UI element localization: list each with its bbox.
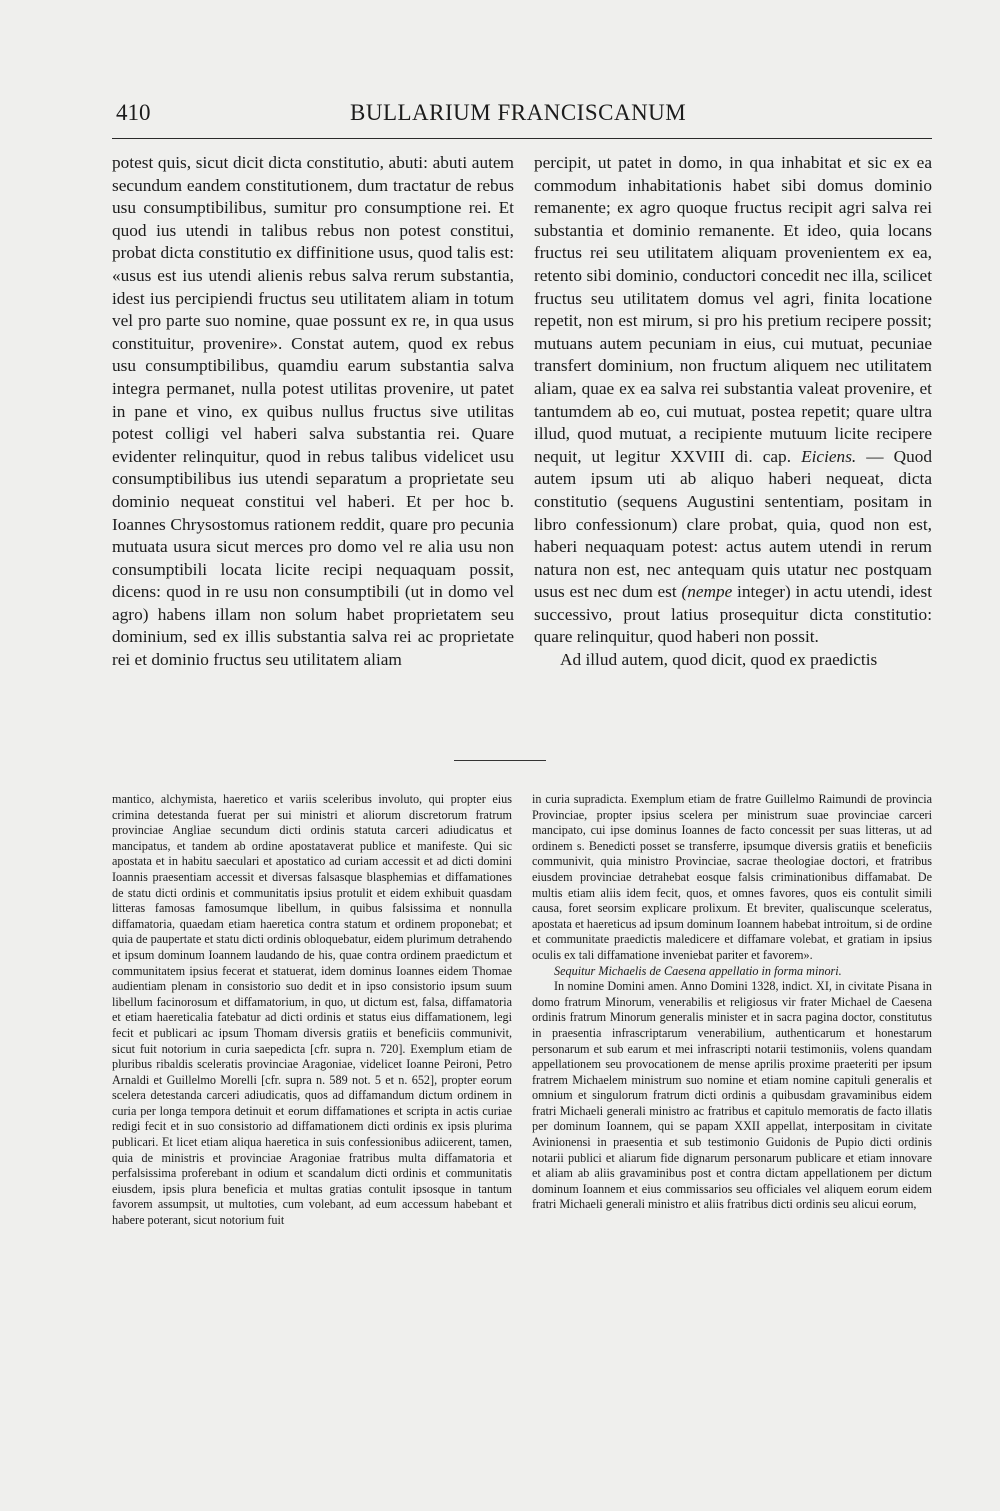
page-number: 410 <box>116 100 151 125</box>
notes-left-column <box>112 792 512 1229</box>
main-right-text-b: — Quod autem ipsum uti ab aliquo haberi nequeat, dicta constitutio (sequens Augustini sententiam, positam in libro confessionum) clare probat, quia, quod non est, haberi nequaquam potest: actus autem utendi in rerum natura non est, nec antequam quis utatur nec postquam usus est nec dum est <box>534 446 933 602</box>
notes-right-paragraph-2: In nomine Domini amen. Anno Domini 1328, indict. XI, in civitate Pisana in domo fratrum Minorum, venerabilis et religiosus vir frater Michael de Caesena ordinis fratrum Minorum generalis minister et in sacra pagina doctor, constitutus in praesentia infrascriptarum venerabilium, authenticarum et honestarum personarum et sub earum et mei infrascripti notarii testimoniis, volens quandam appellationem seu provocationem de mense aprilis proxime praeteriti per ipsum fratrem Michaelem ministrum suo nomine et etiam nomine capituli generalis et omnium et singulorum fratrum dicti ordinis a quibusdam gravaminibus eidem fratri Michaeli generali ministro ac fratribus et capitulo memoratis de facto illatis per dominum Ioannem, qui se papam XXII appellat, interpositam in civitate Avinionensi in praesentia et sub testimonio Guidonis de Pupio dicti ordinis notarii publici et aliarum fide dignarum personarum publicare et etiam innovare et aliam ab aliis gravaminibus post et contra dictam appellationem per dictum dominum Ioannem et eius commissarios seu officiales vel aliquem eorum eidem fratri Michaeli generali ministro et aliis fratribus dicti ordinis seu alicui eorum, <box>532 979 932 1212</box>
notes-right-heading <box>532 964 932 980</box>
main-right-paragraph-1 <box>534 152 932 649</box>
italic-nempe: (nempe <box>681 582 733 602</box>
main-right-paragraph-2: Ad illud autem, quod dicit, quod ex praedictis <box>560 650 878 670</box>
main-left-paragraph: potest quis, sicut dicit dicta constitutio, abuti: abuti autem secundum eandem constitutionem, dum tractatur de rebus usu consumptibilibus, sumitur pro consumptione rei. Et quod ius utendi in talibus rebus non potest constitui, probat dicta constitutio ex diffinitione usus, quod talis est: «usus est ius utendi alienis rebus salva rerum substantia, idest ius percipiendi fructus seu utilitatem aliam in totum vel pro parte suo nomine, quae possunt ex re, in qua usus constituitur, provenire». Constat autem, quod ex rebus usu consumptibilibus, quamdiu earum substantia salva integra permanet, nulla potest utilitas provenire, ut patet in pane et vino, ex quibus nullus fructus sive utilitas potest colligi vel haberi salva substantia rei. Quare evidenter relinquitur, quod in rebus talibus videlicet usu consumptibilibus ius utendi separatum a proprietate seu dominio nequeat constitui vel haberi. Et per hoc b. Ioannes Chrysostomus rationem reddit, quare pro pecunia mutuata usura sicut merces pro domo vel re alia usu non consumptibili locata licite recipi nequaquam possit, dicens: quod in re usu non consumptibili (ut in domo vel agro) habens illam non solum habet proprietatem seu dominium, sed ex illis substantia salva rei ac proprietate rei et dominio fructus seu utilitatem aliam <box>112 153 514 670</box>
notes-left-paragraph: mantico, alchymista, haeretico et variis sceleribus involuto, qui propter eius crimina detestanda fuerat per sui ministri et aliorum discretorum fratrum provinciae Angliae secundum dicti ordinis statuta carceri adiudicatus et mancipatus, et tandem ab ordine apostataverat publice et manifeste. Qui sic apostata et in habitu saeculari et apostatico ad curiam accessit et ad dicti domini Ioannis praesentiam accessit et diversas falsasque blasphemias et diffamationes de statu dicti ordinis et communitatis ipsius protulit et eidem exhibuit quasdam litteras famosas famosumque libellum, in quibus falsissima et nonnulla diffamatoria, quaedam etiam haeretica contra statum et ordinem proponebat; et quia de paupertate et statu dicti ordinis obloquebatur, eidem plurimum detrahendo et ipsum dominum Ioannem laudando de his, quae contra ordinem praedictum et communitatem ipsius fecerat et statuerat, idem dominus Ioannes eidem Thomae audientiam plenam in consistorio suo dedit et in ipso consistorio ipsum suum libellum facinorosum et diffamatorium, in quo, ut dictum est, falsa, diffamatoria et etiam haereticalia fatebatur ad dicti ordinis et status eius diffamationem, legi fecit et publicari ac ipsum Thomam diversis gratiis et beneficiis communivit, sicut fuit notorium in curia saepedicta [cfr. supra n. 720]. Exemplum etiam de pluribus ribaldis sceleratis provinciae Aragoniae, videlicet Ioanne Peironi, Petro Arnaldi et Guillelmo Morelli [cfr. supra n. 589 not. 5 et n. 652], propter eorum scelera detestanda carceri adiudicatis, quos ad diffamandum dictum ordinem in curia per longa tempora detinuit et eorum diffamationes et scripta in actis curiae redigi fecit et in suo consistorio ad diffamationem dicti ordinis ex ipsis plurima publicari. Et licet etiam aliqua haeretica in suis confessionibus adiicerent, tamen, quia de ministris et provinciae Aragoniae fratribus multa diffamatoria et perfalsissima proferebant in odium et scandalum dicti ordinis et communitatis eiusdem, ipsis plura beneficia et multas gratias contulit ipsosque in tantum favorem assumpsit, ut multoties, cum volebant, ad eum accessum habebant et habere poterant, sicut notorium fuit <box>112 792 512 1228</box>
main-right-column <box>534 152 932 672</box>
running-header <box>112 96 932 132</box>
citation-eiciens: Eiciens. <box>801 446 857 466</box>
main-right-text-c: integer) in actu utendi, idest successivo, prout latius prosequitur dicta constitutio: quare relinquitur, quod haberi non possit. <box>534 582 933 647</box>
notes-right-column <box>532 792 932 1213</box>
main-right-text-a: percipit, ut patet in domo, in qua inhabitat et sic ex ea commodum inhabitationis habet sibi domus dominio remanente; ex agro quoque fructus recipit agri salva rei substantia et dominio remanente. Et ideo, quia locans fructus rei seu utilitatem aliquam provenientem ex ea, retento sibi dominio, conductori concedit nec illa, scilicet fructus seu utilitatem domus vel agri, finita locatione repetit, non est mirum, si pro his pretium recipere possit; mutuans autem pecuniam in eius, cui mutuat, pecuniae transfert dominium, non fructum aliquem nec utilitatem aliam, quae ex ea salva rei substantia valeat provenire, et tantumdem ab eo, cui mutuat, postea repetit; quare ultra illud, quod mutuat, a recipiente mutuum licite recipere nequit, ut legitur XXVIII di. cap. <box>534 153 932 466</box>
running-title: BULLARIUM FRANCISCANUM <box>350 100 687 125</box>
header-rule <box>112 138 932 139</box>
notes-right-paragraph-1: in curia supradicta. Exemplum etiam de fratre Guillelmo Raimundi de provincia Provinciae, propter ipsius scelera per ministrum suae provinciae carceri mancipato, cui ipse dominus Ioannes de facto concessit per suas litteras, ut ad ordinem s. Benedicti posset se transferre, ipsumque diversis gratiis et beneficiis communivit, quia ministro Provinciae, sacrae theologiae doctori, et fratribus eiusdem provinciae detrahebat eosque falsis criminationibus diffamabat. De multis etiam aliis idem fecit, quos, et omnes favores, quos eis contulit simili causa, foret seorsim explicare prolixum. Et breviter, qualiscunque sceleratus, apostata et haereticus ad ipsum dominum Ioannem habebat introitum, si de ordine et communitate praedictis maledicere et diffamare volebat, et gratiam in ipsius oculis ex tali diffamatione inveniebat pariter et favorem». <box>532 792 932 962</box>
appellatio-heading: Sequitur Michaelis de Caesena appellatio in forma minori. <box>554 963 842 978</box>
footnote-separator <box>454 760 546 761</box>
main-left-column <box>112 152 514 672</box>
